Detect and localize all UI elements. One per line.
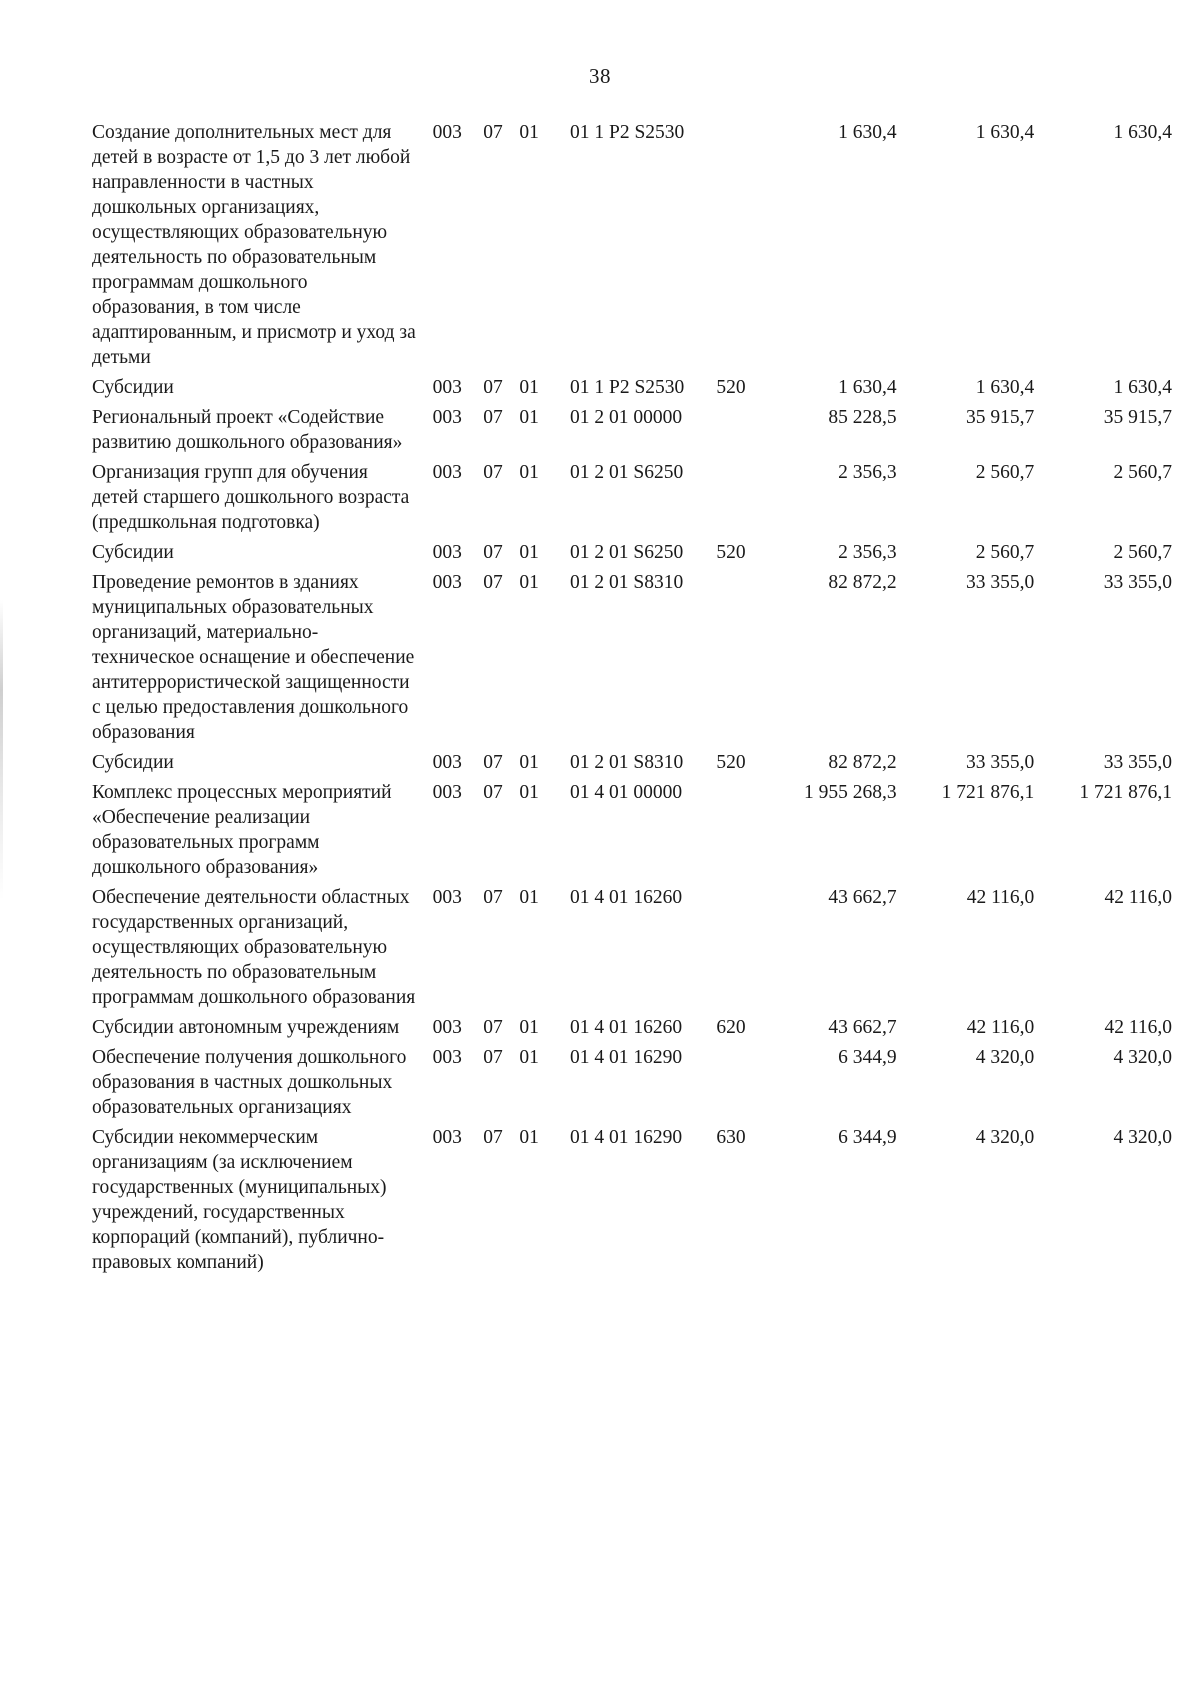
expense-type-code: 620 (716, 1017, 746, 1038)
target-article-code: 01 1 Р2 S2530 (569, 122, 685, 143)
expense-type-code (710, 405, 769, 460)
target-article-code: 01 4 01 16290 (569, 1127, 683, 1148)
department-code: 003 (432, 752, 462, 773)
target-article-code: 01 2 01 00000 (569, 407, 683, 428)
section-code: 07 (483, 122, 503, 143)
subsection-code: 01 (519, 782, 539, 803)
amount-year-1: 43 662,7 (828, 1017, 897, 1038)
amount-year-1: 1 630,4 (838, 377, 897, 398)
subsection-code: 01 (519, 542, 539, 563)
subsection-code: 01 (519, 377, 539, 398)
budget-table-body (92, 120, 1172, 1280)
expense-type-code (710, 570, 769, 750)
section-code: 07 (483, 542, 503, 563)
expense-type-code (710, 460, 769, 540)
amount-year-2: 1 630,4 (975, 377, 1035, 398)
amount-year-2: 1 630,4 (975, 122, 1035, 143)
amount-year-2: 33 355,0 (966, 752, 1035, 773)
table-row (92, 885, 1172, 1015)
amount-year-2: 4 320,0 (975, 1127, 1035, 1148)
section-code: 07 (483, 462, 503, 483)
amount-year-3: 35 915,7 (1103, 407, 1172, 428)
target-article-code: 01 4 01 00000 (569, 782, 683, 803)
expense-name: Субсидии некоммерческим организациям (за исключением государственных (муниципальных) учреждений, государственных корпораций (компаний), публично-правовых компаний) (92, 1127, 387, 1273)
target-article-code: 01 4 01 16260 (569, 887, 683, 908)
table-row (92, 1125, 1172, 1280)
expense-name: Создание дополнительных мест для детей в возрасте от 1,5 до 3 лет любой направленности в частных дошкольных организациях, осуществляющих образовательную деятельность по образовательным программам дошкольного образования, в том числе адаптированным, и присмотр и уход за детьми (92, 122, 416, 368)
subsection-code: 01 (519, 572, 539, 593)
expense-name: Субсидии (92, 542, 174, 563)
amount-year-3: 2 560,7 (1113, 542, 1172, 563)
expense-type-code: 630 (716, 1127, 746, 1148)
amount-year-3: 33 355,0 (1103, 572, 1172, 593)
amount-year-1: 6 344,9 (838, 1047, 897, 1068)
department-code: 003 (432, 887, 462, 908)
target-article-code: 01 2 01 S6250 (569, 542, 684, 563)
expense-name: Субсидии (92, 752, 174, 773)
subsection-code: 01 (519, 462, 539, 483)
amount-year-3: 42 116,0 (1104, 887, 1172, 908)
subsection-code: 01 (519, 1017, 539, 1038)
department-code: 003 (432, 462, 462, 483)
department-code: 003 (432, 1017, 462, 1038)
target-article-code: 01 4 01 16290 (569, 1047, 683, 1068)
department-code: 003 (432, 782, 462, 803)
department-code: 003 (432, 377, 462, 398)
amount-year-2: 4 320,0 (975, 1047, 1035, 1068)
section-code: 07 (483, 572, 503, 593)
amount-year-1: 1 630,4 (838, 122, 897, 143)
section-code: 07 (483, 1017, 503, 1038)
expense-type-code (710, 780, 769, 885)
amount-year-3: 1 630,4 (1113, 122, 1172, 143)
section-code: 07 (483, 407, 503, 428)
budget-table (92, 120, 1172, 1280)
amount-year-1: 85 228,5 (828, 407, 897, 428)
target-article-code: 01 2 01 S6250 (569, 462, 684, 483)
expense-name: Организация групп для обучения детей старшего дошкольного возраста (предшкольная подготовка) (92, 462, 410, 533)
target-article-code: 01 2 01 S8310 (569, 572, 684, 593)
section-code: 07 (483, 887, 503, 908)
expense-name: Проведение ремонтов в зданиях муниципальных образовательных организаций, материально-техническое оснащение и обеспечение антитеррористической защищенности с целью предоставления дошкольного образования (92, 572, 415, 743)
expense-type-code: 520 (716, 377, 746, 398)
table-row (92, 120, 1172, 375)
table-row (92, 375, 1172, 405)
subsection-code: 01 (519, 1127, 539, 1148)
section-code: 07 (483, 752, 503, 773)
expense-name: Обеспечение получения дошкольного образования в частных дошкольных образовательных организациях (92, 1047, 407, 1118)
amount-year-3: 2 560,7 (1113, 462, 1172, 483)
table-row (92, 750, 1172, 780)
amount-year-3: 1 721 876,1 (1079, 782, 1172, 803)
department-code: 003 (432, 572, 462, 593)
subsection-code: 01 (519, 407, 539, 428)
amount-year-1: 2 356,3 (838, 542, 897, 563)
expense-name: Субсидии (92, 377, 174, 398)
amount-year-3: 4 320,0 (1113, 1047, 1172, 1068)
amount-year-1: 43 662,7 (828, 887, 897, 908)
amount-year-1: 2 356,3 (838, 462, 897, 483)
amount-year-2: 42 116,0 (966, 1017, 1035, 1038)
scan-edge-artifact (0, 600, 3, 900)
table-row (92, 460, 1172, 540)
table-row (92, 1045, 1172, 1125)
expense-type-code (710, 1045, 769, 1125)
page-number: 38 (589, 64, 611, 88)
department-code: 003 (432, 122, 462, 143)
section-code: 07 (483, 1127, 503, 1148)
amount-year-1: 6 344,9 (838, 1127, 897, 1148)
subsection-code: 01 (519, 122, 539, 143)
expense-type-code (710, 120, 769, 375)
department-code: 003 (432, 1127, 462, 1148)
section-code: 07 (483, 1047, 503, 1068)
amount-year-2: 35 915,7 (966, 407, 1035, 428)
amount-year-2: 42 116,0 (966, 887, 1035, 908)
expense-type-code (710, 885, 769, 1015)
table-row (92, 540, 1172, 570)
department-code: 003 (432, 407, 462, 428)
amount-year-2: 33 355,0 (966, 572, 1035, 593)
amount-year-2: 2 560,7 (975, 542, 1035, 563)
expense-type-code: 520 (716, 542, 746, 563)
amount-year-3: 33 355,0 (1103, 752, 1172, 773)
target-article-code: 01 1 Р2 S2530 (569, 377, 685, 398)
amount-year-1: 82 872,2 (828, 572, 897, 593)
expense-name: Региональный проект «Содействие развитию дошкольного образования» (92, 407, 403, 453)
amount-year-1: 1 955 268,3 (804, 782, 897, 803)
table-row (92, 405, 1172, 460)
subsection-code: 01 (519, 887, 539, 908)
table-row (92, 570, 1172, 750)
target-article-code: 01 4 01 16260 (569, 1017, 683, 1038)
expense-name: Обеспечение деятельности областных государственных организаций, осуществляющих образовательную деятельность по образовательным программам дошкольного образования (92, 887, 416, 1008)
amount-year-3: 4 320,0 (1113, 1127, 1172, 1148)
amount-year-3: 42 116,0 (1104, 1017, 1172, 1038)
table-row (92, 1015, 1172, 1045)
target-article-code: 01 2 01 S8310 (569, 752, 684, 773)
subsection-code: 01 (519, 1047, 539, 1068)
amount-year-3: 1 630,4 (1113, 377, 1172, 398)
subsection-code: 01 (519, 752, 539, 773)
department-code: 003 (432, 542, 462, 563)
amount-year-1: 82 872,2 (828, 752, 897, 773)
section-code: 07 (483, 377, 503, 398)
section-code: 07 (483, 782, 503, 803)
amount-year-2: 2 560,7 (975, 462, 1035, 483)
table-row (92, 780, 1172, 885)
department-code: 003 (432, 1047, 462, 1068)
expense-name: Субсидии автономным учреждениям (92, 1017, 400, 1038)
expense-type-code: 520 (716, 752, 746, 773)
amount-year-2: 1 721 876,1 (941, 782, 1035, 803)
expense-name: Комплекс процессных мероприятий «Обеспечение реализации образовательных программ дошкольного образования» (92, 782, 392, 878)
